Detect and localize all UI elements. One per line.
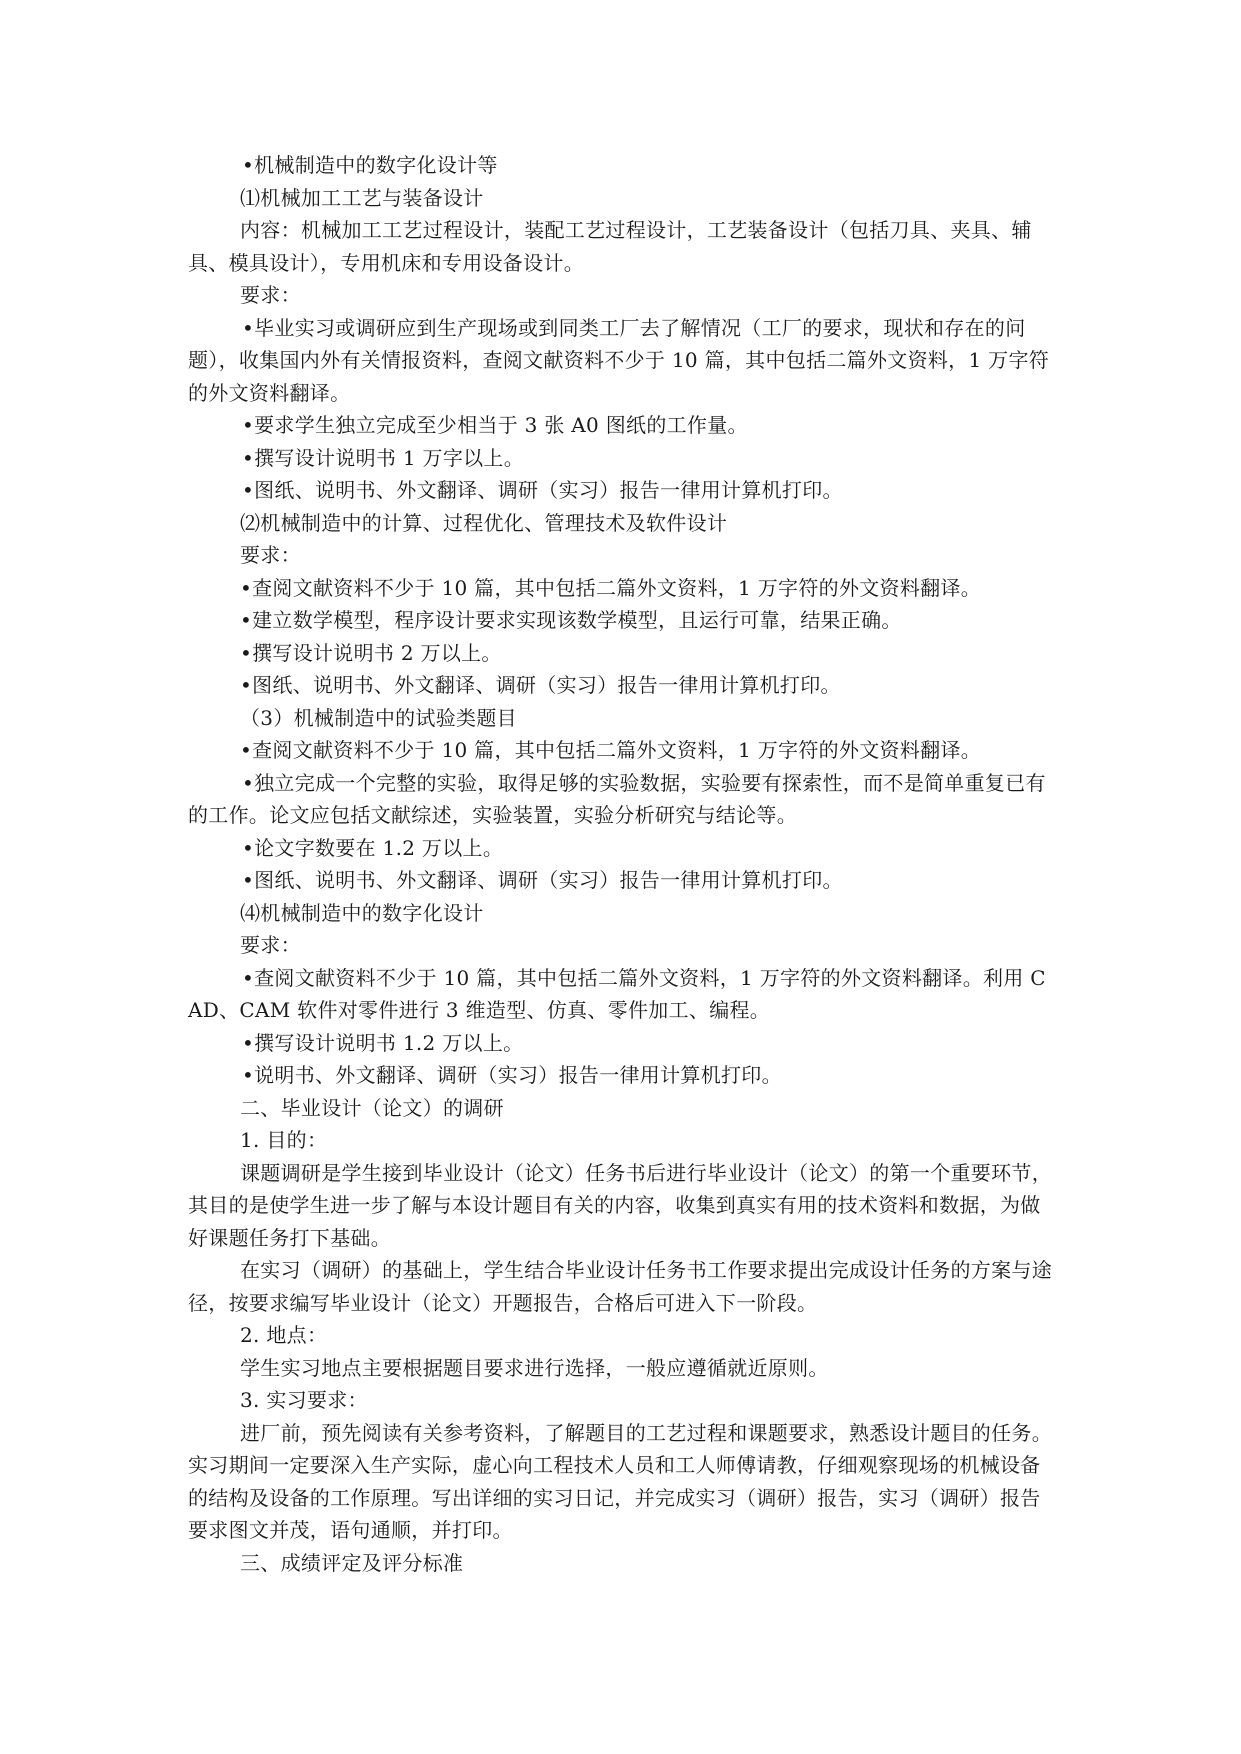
paragraph: •撰写设计说明书 2 万以上。	[240, 640, 502, 665]
paragraph: ⑴机械加工工艺与装备设计	[240, 185, 484, 210]
paragraph: 2. 地点：	[240, 1323, 328, 1347]
paragraph: （3）机械制造中的试验类题目	[240, 705, 517, 730]
paragraph: •机械制造中的数字化设计等	[242, 153, 498, 177]
paragraph: •查阅文献资料不少于 10 篇，其中包括二篇外文资料，1 万字符的外文资料翻译。利用 CAD、CAM 软件对零件进行 3 维造型、仿真、零件加工、编程。	[188, 965, 1046, 1022]
paragraph: •图纸、说明书、外文翻译、调研（实习）报告一律用计算机打印。	[242, 478, 843, 502]
paragraph: •图纸、说明书、外文翻译、调研（实习）报告一律用计算机打印。	[242, 868, 843, 892]
paragraph: •论文字数要在 1.2 万以上。	[242, 835, 504, 860]
paragraph: •查阅文献资料不少于 10 篇，其中包括二篇外文资料，1 万字符的外文资料翻译。	[240, 738, 982, 762]
paragraph: •说明书、外文翻译、调研（实习）报告一律用计算机打印。	[242, 1063, 782, 1087]
paragraph: 要求：	[240, 283, 301, 307]
paragraph: •撰写设计说明书 1.2 万以上。	[242, 1030, 524, 1055]
paragraph: 3. 实习要求：	[240, 1388, 368, 1412]
paragraph: 进厂前，预先阅读有关参考资料，了解题目的工艺过程和课题要求，熟悉设计题目的任务。实习期间一定要深入生产实际，虚心向工程技术人员和工人师傅请教，仔细观察现场的机械设备的结构及设备的工作原理。写出详细的实习日记，并完成实习（调研）报告，实习（调研）报告要求图文并茂，语句通顺，并打印。	[188, 1420, 1052, 1542]
paragraph: ⑵机械制造中的计算、过程优化、管理技术及软件设计	[240, 510, 728, 535]
paragraph: 课题调研是学生接到毕业设计（论文）任务书后进行毕业设计（论文）的第一个重要环节，其目的是使学生进一步了解与本设计题目有关的内容，收集到真实有用的技术资料和数据，为做好课题任务打下基础。	[188, 1160, 1052, 1250]
paragraph: •查阅文献资料不少于 10 篇，其中包括二篇外文资料，1 万字符的外文资料翻译。	[240, 575, 982, 600]
paragraph: •要求学生独立完成至少相当于 3 张 A0 图纸的工作量。	[242, 413, 748, 437]
paragraph: 1. 目的：	[240, 1128, 328, 1152]
paragraph: 在实习（调研）的基础上，学生结合毕业设计任务书工作要求提出完成设计任务的方案与途径，按要求编写毕业设计（论文）开题报告，合格后可进入下一阶段。	[188, 1258, 1052, 1315]
paragraph: 学生实习地点主要根据题目要求进行选择，一般应遵循就近原则。	[240, 1355, 829, 1380]
paragraph: •图纸、说明书、外文翻译、调研（实习）报告一律用计算机打印。	[240, 673, 841, 697]
document-body	[188, 149, 1054, 1579]
paragraph: 内容：机械加工工艺过程设计，装配工艺过程设计，工艺装备设计（包括刀具、夹具、辅具、模具设计），专用机床和专用设备设计。	[188, 218, 1032, 275]
paragraph: •建立数学模型，程序设计要求实现该数学模型，且运行可靠，结果正确。	[240, 608, 902, 632]
paragraph: 二、毕业设计（论文）的调研	[240, 1095, 504, 1120]
paragraph: •撰写设计说明书 1 万字以上。	[242, 445, 525, 470]
paragraph: 要求：	[240, 543, 301, 567]
paragraph: •毕业实习或调研应到生产现场或到同类工厂去了解情况（工厂的要求，现状和存在的问题），收集国内外有关情报资料，查阅文献资料不少于 10 篇，其中包括二篇外文资料，1 万字符的外文资料翻译。	[188, 315, 1050, 405]
paragraph: 要求：	[240, 933, 301, 957]
paragraph: •独立完成一个完整的实验，取得足够的实验数据，实验要有探索性，而不是简单重复已有的工作。论文应包括文献综述，实验装置，实验分析研究与结论等。	[188, 770, 1046, 827]
paragraph: ⑷机械制造中的数字化设计	[240, 900, 484, 925]
paragraph: 三、成绩评定及评分标准	[240, 1550, 464, 1575]
